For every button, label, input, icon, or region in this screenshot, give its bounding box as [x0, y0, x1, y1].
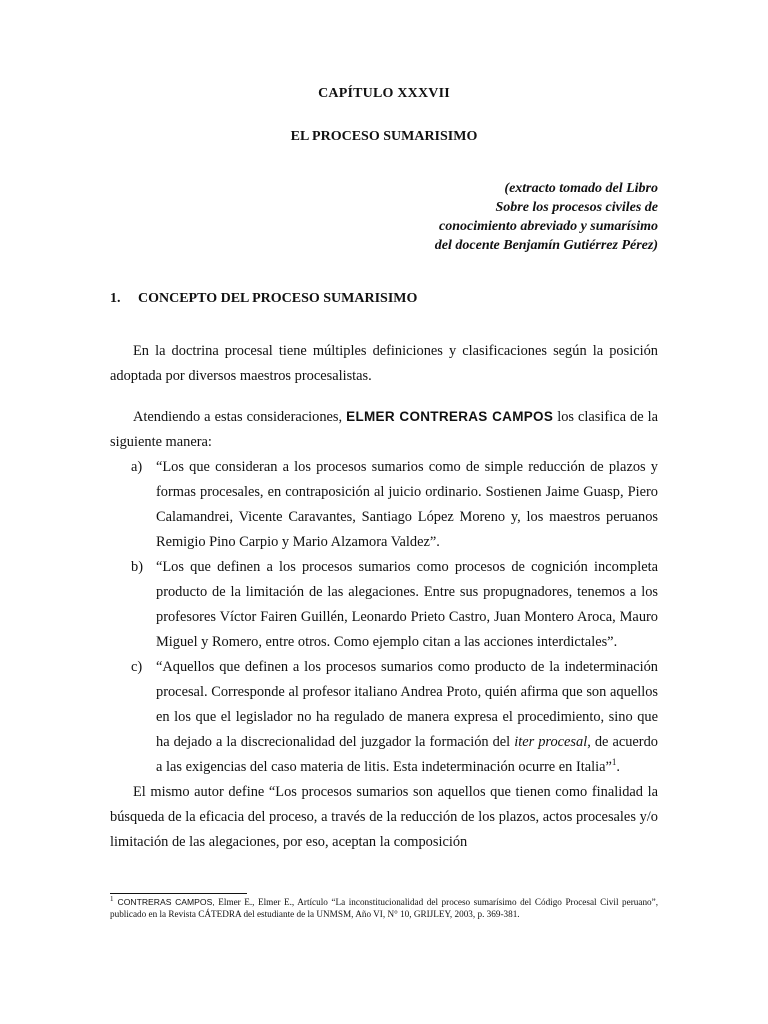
source-line: conocimiento abreviado y sumarísimo: [439, 219, 658, 234]
list-item-text: “Los que consideran a los procesos sumarios como de simple reducción de plazos y formas procesales, en contraposición al juicio ordinario. Sostienen Jaime Guasp, Piero Calamandrei, Vicente Caravantes, Santiago López Moreno y, los maestros peruanos Remigio Pino Carpio y Mario Alzamora Valdez”.: [156, 459, 658, 550]
paragraph: En la doctrina procesal tiene múltiples definiciones y clasificaciones según la posición adoptada por diversos maestros procesalistas.: [110, 343, 658, 384]
paragraph: El mismo autor define “Los procesos sumarios son aquellos que tienen como finalidad la búsqueda de la eficacia del proceso, a través de la reducción de los plazos, actos procesales y/o limitación de las alegaciones, por eso, aceptan la composición: [110, 784, 658, 850]
italic-term: iter procesal: [514, 734, 588, 750]
source-line: (extracto tomado del Libro: [504, 181, 658, 196]
footnote-number: 1: [110, 894, 114, 903]
list-item: [110, 655, 658, 780]
list-item-text: “Los que definen a los procesos sumarios como procesos de cognición incompleta producto de la limitación de las alegaciones. Entre sus propugnadores, tenemos a los profesores Víctor Fairen Guillén, Leonardo Prieto Castro, Juan Montero Aroca, Mauro Miguel y Romero, entre otros. Como ejemplo citan a las acciones interdictales”.: [156, 559, 658, 650]
footnote: [110, 896, 658, 920]
list-item-text: , de acuerdo a las exigencias del caso materia de litis. Esta indeterminación ocurre en Italia”: [156, 734, 658, 775]
list-item-text: “Aquellos que definen a los procesos sumarios como producto de la indeterminación procesal. Corresponde al profesor italiano Andrea Proto, quién afirma que son aquellos en los que el legislador no ha regulado de manera expresa el procedimiento, sino que ha dejado a la discrecionalidad del juzgador la formación del: [156, 659, 658, 750]
list-marker: a): [131, 459, 143, 475]
footnote-author: CONTRERAS CAMPOS,: [117, 897, 215, 907]
list-item: [110, 555, 658, 655]
section-number: 1.: [110, 291, 121, 306]
list-item: [110, 455, 658, 555]
author-name: ELMER CONTRERAS CAMPOS: [346, 409, 554, 424]
section-heading-text: CONCEPTO DEL PROCESO SUMARISIMO: [138, 291, 418, 306]
source-line: Sobre los procesos civiles de: [495, 200, 658, 215]
footnote-divider: [110, 893, 247, 894]
paragraph-text: Atendiendo a estas consideraciones,: [133, 409, 347, 425]
classification-list: [110, 455, 658, 780]
paragraph-text: los clasifica de la siguiente manera:: [110, 409, 659, 450]
chapter-heading: CAPÍTULO XXXVII: [318, 86, 450, 101]
source-line: del docente Benjamín Gutiérrez Pérez): [434, 238, 658, 253]
list-item-text: .: [616, 759, 621, 775]
body-text: [110, 339, 658, 855]
footnote-reference[interactable]: 1: [611, 757, 617, 768]
list-marker: b): [131, 559, 143, 575]
chapter-title: EL PROCESO SUMARISIMO: [290, 129, 478, 144]
paragraph: [110, 404, 658, 455]
footnote-text: Elmer E., Elmer E., Artículo “La inconstitucionalidad del proceso sumarísimo del Código Procesal Civil peruano”, publicado en la Revista CÁTEDRA del estudiante de la UNMSM, Año VI, N° 10, GRIJLEY, 2003, p. 369-381.: [110, 897, 659, 919]
section-heading: [110, 291, 417, 307]
list-marker: c): [131, 659, 143, 675]
source-note: [435, 179, 658, 255]
